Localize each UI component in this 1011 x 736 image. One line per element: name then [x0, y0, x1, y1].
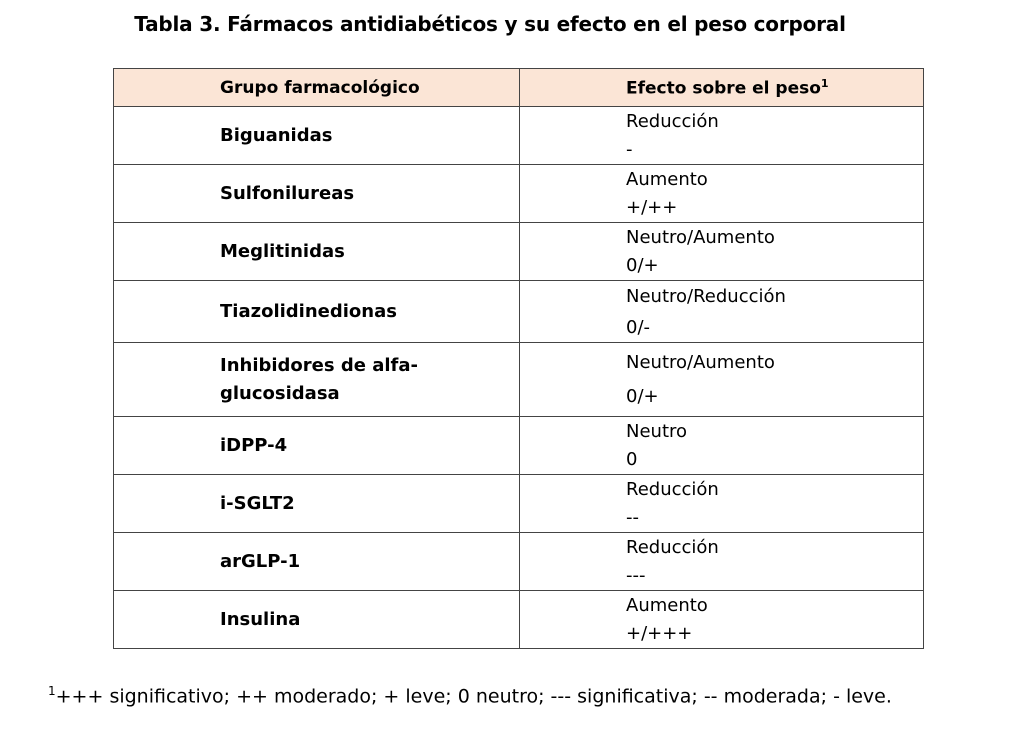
effect-label: Reducción — [626, 479, 719, 500]
group-cell — [114, 223, 520, 281]
footnote-marker: 1 — [48, 684, 56, 698]
effect-cell — [520, 475, 924, 533]
effect-label: Neutro — [626, 421, 688, 442]
effect-label: Aumento — [626, 169, 708, 190]
effect-cell — [520, 591, 924, 649]
header-effect-label: Efecto sobre el peso — [626, 78, 821, 99]
effect-content — [520, 283, 923, 342]
effect-content — [520, 476, 923, 532]
table-title: Tabla 3. Fármacos antidiabéticos y su efecto en el peso corporal — [134, 12, 846, 36]
group-name: iDPP-4 — [220, 434, 288, 456]
group-name: arGLP-1 — [220, 550, 301, 572]
group-name: Sulfonilureas — [220, 182, 355, 204]
effect-symbol: --- — [626, 565, 646, 586]
effect-cell — [520, 165, 924, 223]
effect-content — [520, 349, 923, 411]
table-row — [114, 591, 924, 649]
group-cell — [114, 533, 520, 591]
group-name: Insulina — [220, 608, 301, 630]
effect-symbol: 0/+ — [626, 386, 659, 407]
group-cell — [114, 343, 520, 417]
effect-symbol: +/+++ — [626, 623, 693, 644]
footnote-text: +++ significativo; ++ moderado; + leve; 0 neutro; --- significativa; -- moderada; - leve. — [55, 685, 892, 708]
effect-label: Reducción — [626, 537, 719, 558]
table-row — [114, 281, 924, 343]
effect-cell — [520, 417, 924, 475]
group-cell — [114, 107, 520, 165]
header-group-label: Grupo farmacológico — [220, 77, 420, 98]
drug-weight-table — [113, 68, 924, 649]
group-cell — [114, 165, 520, 223]
effect-label: Neutro/Reducción — [626, 285, 786, 307]
effect-symbol: 0 — [626, 449, 638, 470]
effect-symbol: 0/- — [626, 316, 651, 338]
group-name: i-SGLT2 — [220, 492, 295, 514]
header-group — [114, 69, 520, 107]
effect-content — [520, 224, 923, 280]
effect-cell — [520, 281, 924, 343]
header-effect — [520, 69, 924, 107]
table-header — [114, 69, 924, 107]
header-effect-wrap — [520, 77, 923, 99]
group-name: Inhibidores de alfa-glucosidasa — [220, 354, 418, 404]
effect-label: Aumento — [626, 595, 708, 616]
group-cell — [114, 475, 520, 533]
table-body — [114, 107, 924, 649]
effect-label: Neutro/Aumento — [626, 227, 775, 248]
group-cell — [114, 417, 520, 475]
table-row — [114, 165, 924, 223]
effect-cell — [520, 223, 924, 281]
table-row — [114, 107, 924, 165]
footnote — [48, 684, 892, 707]
table-row — [114, 223, 924, 281]
header-effect-footnote-marker: 1 — [820, 76, 829, 90]
effect-symbol: - — [626, 139, 633, 160]
effect-content — [520, 592, 923, 648]
table-row — [114, 475, 924, 533]
effect-symbol: 0/+ — [626, 255, 659, 276]
effect-cell — [520, 533, 924, 591]
effect-content — [520, 108, 923, 164]
group-cell — [114, 281, 520, 343]
group-cell — [114, 591, 520, 649]
effect-content — [520, 166, 923, 222]
effect-symbol: -- — [626, 507, 639, 528]
effect-content — [520, 418, 923, 474]
group-name: Biguanidas — [220, 124, 333, 146]
table-row — [114, 417, 924, 475]
group-name: Tiazolidinedionas — [220, 300, 397, 322]
effect-symbol: +/++ — [626, 197, 678, 218]
effect-label: Reducción — [626, 111, 719, 132]
effect-label: Neutro/Aumento — [626, 352, 775, 373]
group-name: Meglitinidas — [220, 240, 345, 262]
effect-cell — [520, 343, 924, 417]
header-row — [114, 69, 924, 107]
effect-content — [520, 534, 923, 590]
effect-cell — [520, 107, 924, 165]
table-row — [114, 533, 924, 591]
table-row — [114, 343, 924, 417]
